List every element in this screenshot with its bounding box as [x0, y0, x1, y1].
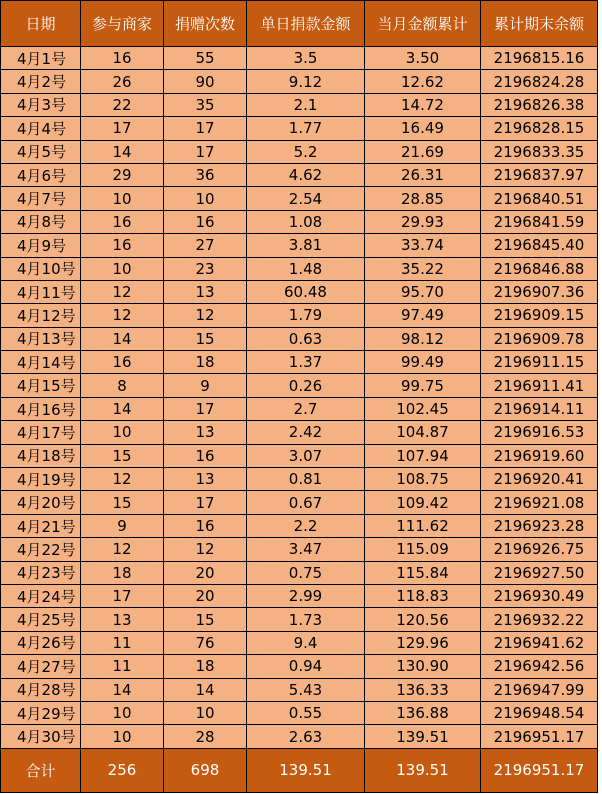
- total-merchants: 256: [81, 748, 164, 792]
- table-row: [1, 47, 598, 70]
- cell-date: 4月1号: [1, 47, 81, 70]
- cell-merchants: 14: [81, 140, 164, 163]
- cell-donation-count: 20: [164, 584, 247, 607]
- cell-date: 4月10号: [1, 257, 81, 280]
- total-ending-balance: 2196951.17: [481, 748, 598, 792]
- cell-monthly-cumulative: 26.31: [365, 163, 481, 186]
- cell-date: 4月22号: [1, 538, 81, 561]
- cell-merchants: 16: [81, 47, 164, 70]
- cell-donation-count: 16: [164, 444, 247, 467]
- cell-merchants: 18: [81, 561, 164, 584]
- cell-daily-amount: 2.42: [247, 421, 365, 444]
- cell-ending-balance: 2196916.53: [481, 421, 598, 444]
- table-row: [1, 725, 598, 748]
- cell-date: 4月20号: [1, 491, 81, 514]
- cell-donation-count: 12: [164, 304, 247, 327]
- cell-ending-balance: 2196911.41: [481, 374, 598, 397]
- cell-monthly-cumulative: 111.62: [365, 514, 481, 537]
- cell-ending-balance: 2196947.99: [481, 678, 598, 701]
- cell-donation-count: 76: [164, 631, 247, 654]
- cell-date: 4月14号: [1, 351, 81, 374]
- table-row: [1, 561, 598, 584]
- cell-date: 4月3号: [1, 93, 81, 116]
- cell-daily-amount: 1.48: [247, 257, 365, 280]
- cell-daily-amount: 2.63: [247, 725, 365, 748]
- table-row: [1, 374, 598, 397]
- header-row: [1, 1, 598, 47]
- cell-merchants: 14: [81, 327, 164, 350]
- cell-merchants: 16: [81, 234, 164, 257]
- cell-donation-count: 10: [164, 187, 247, 210]
- cell-date: 4月15号: [1, 374, 81, 397]
- cell-date: 4月12号: [1, 304, 81, 327]
- table-row: [1, 187, 598, 210]
- cell-donation-count: 35: [164, 93, 247, 116]
- cell-daily-amount: 0.81: [247, 468, 365, 491]
- cell-donation-count: 16: [164, 514, 247, 537]
- cell-daily-amount: 0.55: [247, 701, 365, 724]
- cell-daily-amount: 0.63: [247, 327, 365, 350]
- table-row: [1, 655, 598, 678]
- table-row: [1, 210, 598, 233]
- cell-date: 4月27号: [1, 655, 81, 678]
- cell-daily-amount: 1.73: [247, 608, 365, 631]
- table-row: [1, 397, 598, 420]
- cell-monthly-cumulative: 139.51: [365, 725, 481, 748]
- cell-daily-amount: 2.99: [247, 584, 365, 607]
- cell-ending-balance: 2196845.40: [481, 234, 598, 257]
- cell-daily-amount: 4.62: [247, 163, 365, 186]
- cell-donation-count: 13: [164, 468, 247, 491]
- cell-ending-balance: 2196911.15: [481, 351, 598, 374]
- cell-merchants: 8: [81, 374, 164, 397]
- table-row: [1, 444, 598, 467]
- cell-ending-balance: 2196833.35: [481, 140, 598, 163]
- table-row: [1, 468, 598, 491]
- cell-ending-balance: 2196948.54: [481, 701, 598, 724]
- cell-donation-count: 18: [164, 655, 247, 678]
- cell-donation-count: 28: [164, 725, 247, 748]
- table-row: [1, 514, 598, 537]
- cell-date: 4月28号: [1, 678, 81, 701]
- cell-monthly-cumulative: 12.62: [365, 70, 481, 93]
- cell-daily-amount: 5.43: [247, 678, 365, 701]
- cell-monthly-cumulative: 3.50: [365, 47, 481, 70]
- cell-monthly-cumulative: 115.09: [365, 538, 481, 561]
- cell-ending-balance: 2196909.78: [481, 327, 598, 350]
- cell-merchants: 11: [81, 631, 164, 654]
- header-merchants: 参与商家: [81, 1, 164, 47]
- cell-merchants: 16: [81, 351, 164, 374]
- cell-date: 4月21号: [1, 514, 81, 537]
- cell-ending-balance: 2196826.38: [481, 93, 598, 116]
- cell-ending-balance: 2196828.15: [481, 117, 598, 140]
- table-row: [1, 701, 598, 724]
- cell-monthly-cumulative: 104.87: [365, 421, 481, 444]
- cell-ending-balance: 2196942.56: [481, 655, 598, 678]
- cell-daily-amount: 1.37: [247, 351, 365, 374]
- cell-monthly-cumulative: 109.42: [365, 491, 481, 514]
- cell-ending-balance: 2196926.75: [481, 538, 598, 561]
- table-row: [1, 70, 598, 93]
- table-row: [1, 280, 598, 303]
- cell-monthly-cumulative: 99.49: [365, 351, 481, 374]
- cell-daily-amount: 0.26: [247, 374, 365, 397]
- cell-merchants: 17: [81, 584, 164, 607]
- cell-ending-balance: 2196930.49: [481, 584, 598, 607]
- cell-ending-balance: 2196919.60: [481, 444, 598, 467]
- cell-merchants: 22: [81, 93, 164, 116]
- cell-ending-balance: 2196941.62: [481, 631, 598, 654]
- cell-monthly-cumulative: 35.22: [365, 257, 481, 280]
- cell-merchants: 9: [81, 514, 164, 537]
- cell-ending-balance: 2196907.36: [481, 280, 598, 303]
- cell-donation-count: 17: [164, 140, 247, 163]
- cell-merchants: 12: [81, 468, 164, 491]
- cell-daily-amount: 0.94: [247, 655, 365, 678]
- cell-monthly-cumulative: 97.49: [365, 304, 481, 327]
- cell-ending-balance: 2196921.08: [481, 491, 598, 514]
- table-row: [1, 491, 598, 514]
- cell-merchants: 12: [81, 304, 164, 327]
- cell-monthly-cumulative: 33.74: [365, 234, 481, 257]
- cell-donation-count: 15: [164, 327, 247, 350]
- cell-daily-amount: 2.2: [247, 514, 365, 537]
- table-row: [1, 631, 598, 654]
- cell-donation-count: 18: [164, 351, 247, 374]
- cell-date: 4月11号: [1, 280, 81, 303]
- cell-monthly-cumulative: 136.33: [365, 678, 481, 701]
- cell-monthly-cumulative: 115.84: [365, 561, 481, 584]
- cell-daily-amount: 9.12: [247, 70, 365, 93]
- cell-ending-balance: 2196837.97: [481, 163, 598, 186]
- cell-monthly-cumulative: 14.72: [365, 93, 481, 116]
- cell-donation-count: 55: [164, 47, 247, 70]
- cell-donation-count: 13: [164, 280, 247, 303]
- table-body: [1, 47, 598, 749]
- cell-donation-count: 36: [164, 163, 247, 186]
- cell-daily-amount: 1.08: [247, 210, 365, 233]
- cell-ending-balance: 2196909.15: [481, 304, 598, 327]
- table-row: [1, 421, 598, 444]
- cell-date: 4月29号: [1, 701, 81, 724]
- cell-ending-balance: 2196824.28: [481, 70, 598, 93]
- cell-daily-amount: 60.48: [247, 280, 365, 303]
- cell-donation-count: 13: [164, 421, 247, 444]
- cell-donation-count: 16: [164, 210, 247, 233]
- cell-daily-amount: 3.5: [247, 47, 365, 70]
- cell-date: 4月8号: [1, 210, 81, 233]
- cell-ending-balance: 2196923.28: [481, 514, 598, 537]
- cell-merchants: 13: [81, 608, 164, 631]
- cell-donation-count: 17: [164, 397, 247, 420]
- total-donation-count: 698: [164, 748, 247, 792]
- cell-monthly-cumulative: 129.96: [365, 631, 481, 654]
- table-row: [1, 608, 598, 631]
- cell-merchants: 17: [81, 117, 164, 140]
- cell-daily-amount: 0.75: [247, 561, 365, 584]
- cell-date: 4月18号: [1, 444, 81, 467]
- cell-monthly-cumulative: 95.70: [365, 280, 481, 303]
- cell-merchants: 26: [81, 70, 164, 93]
- cell-merchants: 14: [81, 678, 164, 701]
- table-row: [1, 678, 598, 701]
- cell-monthly-cumulative: 130.90: [365, 655, 481, 678]
- cell-ending-balance: 2196914.11: [481, 397, 598, 420]
- cell-ending-balance: 2196927.50: [481, 561, 598, 584]
- cell-daily-amount: 9.4: [247, 631, 365, 654]
- table-row: [1, 304, 598, 327]
- cell-merchants: 15: [81, 444, 164, 467]
- cell-ending-balance: 2196841.59: [481, 210, 598, 233]
- table-row: [1, 584, 598, 607]
- cell-daily-amount: 2.7: [247, 397, 365, 420]
- cell-date: 4月5号: [1, 140, 81, 163]
- cell-monthly-cumulative: 16.49: [365, 117, 481, 140]
- cell-donation-count: 14: [164, 678, 247, 701]
- table-row: [1, 93, 598, 116]
- table-row: [1, 163, 598, 186]
- cell-monthly-cumulative: 108.75: [365, 468, 481, 491]
- header-daily-amount: 单日捐款金额: [247, 1, 365, 47]
- cell-monthly-cumulative: 29.93: [365, 210, 481, 233]
- cell-date: 4月9号: [1, 234, 81, 257]
- cell-donation-count: 17: [164, 491, 247, 514]
- cell-date: 4月30号: [1, 725, 81, 748]
- cell-date: 4月4号: [1, 117, 81, 140]
- cell-donation-count: 15: [164, 608, 247, 631]
- cell-merchants: 10: [81, 725, 164, 748]
- cell-merchants: 16: [81, 210, 164, 233]
- table-row: [1, 538, 598, 561]
- cell-date: 4月26号: [1, 631, 81, 654]
- cell-merchants: 10: [81, 421, 164, 444]
- table-row: [1, 140, 598, 163]
- table-row: [1, 234, 598, 257]
- cell-date: 4月19号: [1, 468, 81, 491]
- cell-date: 4月25号: [1, 608, 81, 631]
- cell-ending-balance: 2196951.17: [481, 725, 598, 748]
- cell-daily-amount: 3.47: [247, 538, 365, 561]
- cell-merchants: 10: [81, 257, 164, 280]
- cell-donation-count: 12: [164, 538, 247, 561]
- cell-daily-amount: 2.1: [247, 93, 365, 116]
- cell-donation-count: 9: [164, 374, 247, 397]
- cell-merchants: 10: [81, 701, 164, 724]
- cell-merchants: 14: [81, 397, 164, 420]
- table-row: [1, 257, 598, 280]
- cell-daily-amount: 3.81: [247, 234, 365, 257]
- cell-merchants: 12: [81, 538, 164, 561]
- total-monthly-cumulative: 139.51: [365, 748, 481, 792]
- total-label: 合计: [1, 748, 81, 792]
- cell-ending-balance: 2196920.41: [481, 468, 598, 491]
- cell-monthly-cumulative: 98.12: [365, 327, 481, 350]
- cell-ending-balance: 2196846.88: [481, 257, 598, 280]
- cell-monthly-cumulative: 118.83: [365, 584, 481, 607]
- table-row: [1, 327, 598, 350]
- table-row: [1, 351, 598, 374]
- cell-monthly-cumulative: 107.94: [365, 444, 481, 467]
- header-monthly-cumulative: 当月金额累计: [365, 1, 481, 47]
- cell-date: 4月6号: [1, 163, 81, 186]
- cell-monthly-cumulative: 102.45: [365, 397, 481, 420]
- cell-monthly-cumulative: 28.85: [365, 187, 481, 210]
- total-row: [1, 748, 598, 792]
- header-ending-balance: 累计期末余额: [481, 1, 598, 47]
- cell-merchants: 10: [81, 187, 164, 210]
- total-daily-amount: 139.51: [247, 748, 365, 792]
- cell-donation-count: 23: [164, 257, 247, 280]
- table-row: [1, 117, 598, 140]
- cell-donation-count: 17: [164, 117, 247, 140]
- cell-date: 4月24号: [1, 584, 81, 607]
- cell-daily-amount: 5.2: [247, 140, 365, 163]
- cell-merchants: 11: [81, 655, 164, 678]
- cell-donation-count: 10: [164, 701, 247, 724]
- header-date: 日期: [1, 1, 81, 47]
- cell-daily-amount: 0.67: [247, 491, 365, 514]
- header-donation-count: 捐赠次数: [164, 1, 247, 47]
- cell-date: 4月16号: [1, 397, 81, 420]
- cell-daily-amount: 1.77: [247, 117, 365, 140]
- cell-monthly-cumulative: 120.56: [365, 608, 481, 631]
- cell-merchants: 15: [81, 491, 164, 514]
- cell-donation-count: 20: [164, 561, 247, 584]
- cell-merchants: 12: [81, 280, 164, 303]
- cell-date: 4月13号: [1, 327, 81, 350]
- cell-monthly-cumulative: 136.88: [365, 701, 481, 724]
- cell-date: 4月7号: [1, 187, 81, 210]
- cell-donation-count: 90: [164, 70, 247, 93]
- cell-monthly-cumulative: 21.69: [365, 140, 481, 163]
- cell-daily-amount: 2.54: [247, 187, 365, 210]
- cell-ending-balance: 2196815.16: [481, 47, 598, 70]
- cell-date: 4月23号: [1, 561, 81, 584]
- cell-ending-balance: 2196840.51: [481, 187, 598, 210]
- cell-donation-count: 27: [164, 234, 247, 257]
- cell-date: 4月17号: [1, 421, 81, 444]
- cell-daily-amount: 3.07: [247, 444, 365, 467]
- cell-merchants: 29: [81, 163, 164, 186]
- cell-daily-amount: 1.79: [247, 304, 365, 327]
- cell-date: 4月2号: [1, 70, 81, 93]
- cell-ending-balance: 2196932.22: [481, 608, 598, 631]
- cell-monthly-cumulative: 99.75: [365, 374, 481, 397]
